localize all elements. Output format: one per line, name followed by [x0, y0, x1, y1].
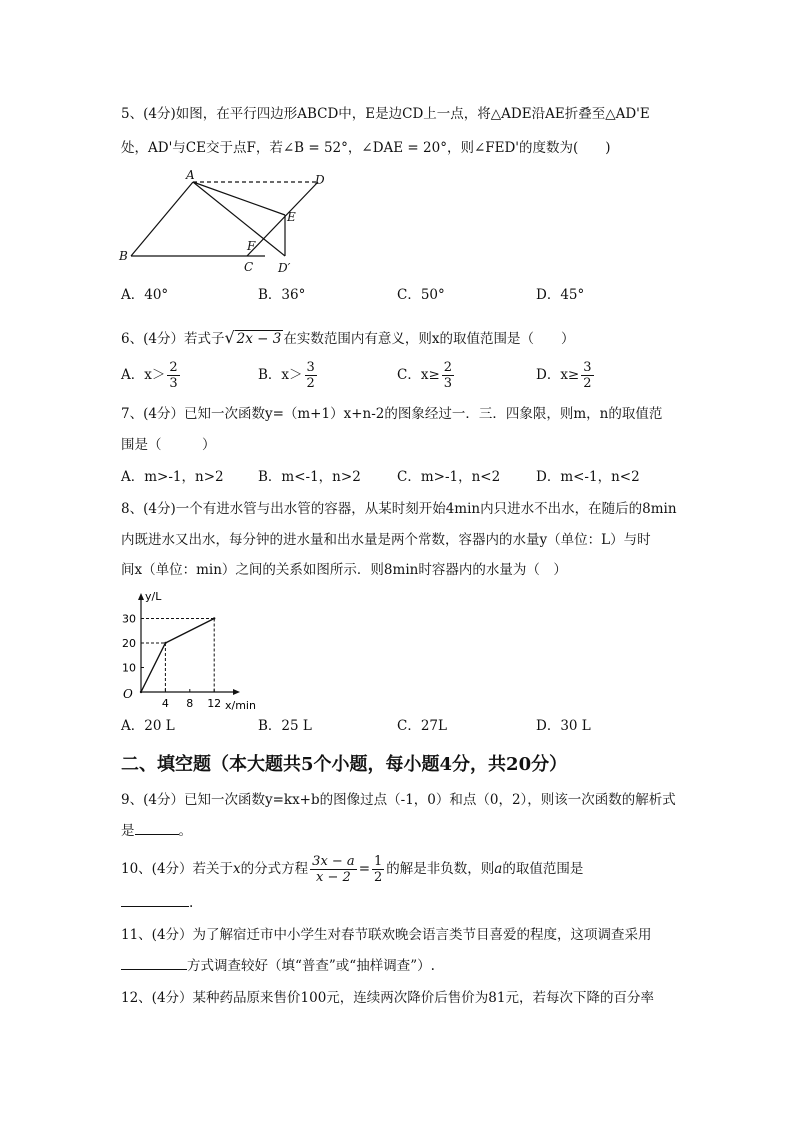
q10-prefix: 10、(4分）若关于	[121, 861, 234, 877]
q9-line2	[121, 820, 192, 841]
q11-answer-blank[interactable]	[121, 955, 187, 970]
q10-mid: 的分式方程	[240, 861, 309, 877]
q6-option-a-frac: $\frac{2}{3}$	[169, 360, 178, 391]
label-c: C	[244, 260, 254, 274]
q9-line2-prefix: 是	[121, 823, 135, 839]
edge-ad2	[193, 182, 285, 256]
section-2-title: 二、填空题（本大题共5个小题，每小题4分，共20分）	[121, 754, 568, 775]
q10-answer-line	[121, 892, 193, 913]
q11-line1: 11、(4分）为了解宿迁市中小学生对春节联欢晚会语言类节目喜爱的程度，这项调查采用	[121, 927, 652, 943]
label-b: B	[119, 249, 128, 263]
x-axis-arrow	[233, 689, 240, 695]
q8-line1: 8、(4分)一个有进水管与出水管的容器，从某时刻开始4min内只进水不出水，在随后的8min	[121, 501, 677, 517]
q9-line1: 9、(4分）已知一次函数y=kx+b的图像过点（-1，0）和点（0，2），则该一次函数的解析式	[121, 792, 676, 808]
series-line	[141, 619, 214, 693]
q5-line2: 处，AD'与CE交于点F，若∠B = 52°，∠DAE = 20°，则∠FED'的度数为( )	[121, 140, 611, 156]
q8-option-d[interactable]: D．30 L	[536, 718, 591, 734]
label-f: F	[247, 239, 256, 253]
q9-answer-blank[interactable]	[135, 820, 179, 835]
q6-prefix: 6、(4分）若式子	[121, 331, 225, 347]
q5-line1: 5、(4分)如图，在平行四边形ABCD中，E是边CD上一点，将△ADE沿AE折叠至△AD'E	[121, 106, 650, 122]
label-a: A	[186, 168, 195, 182]
edge-ce	[247, 182, 318, 256]
x-tick-label: 4	[161, 697, 169, 710]
q6-option-d-frac: $\frac{3}{2}$	[583, 360, 592, 391]
q5-option-a[interactable]: A．40°	[121, 287, 169, 303]
data-point	[213, 617, 215, 619]
edge-ae	[193, 182, 285, 215]
q8-line2: 内既进水又出水，每分钟的进水量和出水量是两个常数，容器内的水量y（单位：L）与时	[121, 532, 651, 548]
q7-option-a[interactable]: A．m>-1，n>2	[121, 469, 224, 485]
q6-option-c[interactable]	[397, 360, 456, 391]
q5-parallelogram-figure	[115, 168, 335, 278]
data-point	[140, 691, 142, 693]
q8-line-chart	[115, 586, 275, 716]
q6-option-a[interactable]	[121, 360, 182, 391]
data-point	[164, 642, 166, 644]
q10-equation-lhs: $\frac{3x - a}{x - 2}$	[312, 854, 355, 885]
q7-option-b[interactable]: B．m<-1，n>2	[258, 469, 361, 485]
q7-line1: 7、(4分）已知一次函数y=（m+1）x+n-2的图象经过一．三．四象限，则m，n的取值范	[121, 406, 663, 422]
q11-line2-text: 方式调查较好（填“普查”或“抽样调查”）.	[187, 958, 435, 974]
q8-line3: 间x（单位：min）之间的关系如图所示．则8min时容器内的水量为（ ）	[121, 562, 567, 578]
y-tick-label: 10	[122, 661, 136, 675]
q10-var-a: a	[494, 861, 503, 877]
q5-option-b[interactable]: B．36°	[258, 287, 306, 303]
y-axis-arrow	[138, 593, 144, 600]
q10-end: .	[189, 895, 194, 911]
q10-eq-sign: =	[358, 861, 370, 877]
y-tick-label: 30	[122, 612, 136, 626]
q6-option-a-label: A．x＞	[121, 367, 166, 383]
q6-option-b-frac: $\frac{3}{2}$	[306, 360, 315, 391]
q10-equation-rhs: $\frac{1}{2}$	[374, 854, 383, 885]
q7-option-d[interactable]: D．m<-1，n<2	[536, 469, 640, 485]
q6-stem	[121, 328, 574, 349]
q6-option-c-frac: $\frac{2}{3}$	[443, 360, 453, 391]
q6-option-d[interactable]	[536, 360, 596, 391]
q6-suffix: 在实数范围内有意义，则x的取值范围是（ ）	[283, 331, 575, 347]
q6-sqrt: √ 2x − 3	[224, 328, 282, 347]
q8-option-a[interactable]: A．20 L	[121, 718, 175, 734]
q9-line2-suffix: 。	[178, 823, 192, 839]
x-tick-label: 12	[207, 697, 222, 710]
q10-after: 的解是非负数，则	[386, 861, 495, 877]
q7-option-c[interactable]: C．m>-1，n<2	[397, 469, 501, 485]
q10-suffix: 的取值范围是	[502, 861, 584, 877]
edge-ab	[131, 182, 193, 256]
q5-option-c[interactable]: C．50°	[397, 287, 445, 303]
q6-radicand: 2x − 3	[236, 331, 282, 347]
x-tick-label: 8	[186, 697, 194, 710]
q8-option-b[interactable]: B．25 L	[258, 718, 312, 734]
q11-line2	[121, 955, 435, 976]
q10-stem	[121, 852, 583, 886]
q5-option-d[interactable]: D．45°	[536, 287, 585, 303]
x-axis-label: x/min	[225, 699, 256, 712]
q8-option-c[interactable]: C．27L	[397, 718, 447, 734]
label-e: E	[287, 210, 296, 224]
q6-option-b-label: B．x＞	[258, 367, 303, 383]
label-d-prime: D′	[278, 261, 291, 275]
origin-label: O	[123, 687, 133, 701]
q10-var-x: x	[233, 861, 241, 877]
q12-line1: 12、(4分）某种药品原来售价100元，连续两次降价后售价为81元，若每次下降的百分率	[121, 990, 654, 1006]
q6-option-c-label: C．x≥	[397, 367, 440, 383]
y-axis-label: y/L	[145, 590, 162, 603]
q10-answer-blank[interactable]	[121, 892, 189, 907]
label-d: D	[315, 173, 325, 187]
y-tick-label: 20	[122, 637, 136, 650]
q6-option-d-label: D．x≥	[536, 367, 580, 383]
q7-line2: 围是（ ）	[121, 437, 216, 453]
q6-option-b[interactable]	[258, 360, 319, 391]
